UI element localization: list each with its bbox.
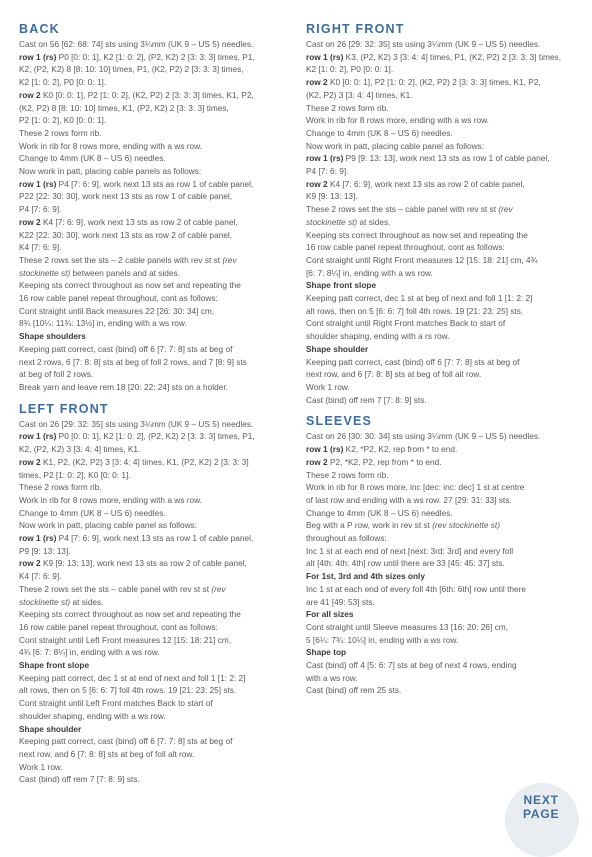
instruction-line [306,519,586,532]
subheading-text: For all sizes [306,609,354,620]
instruction-line [306,165,586,178]
section-title-left-front: LEFT FRONT [19,401,109,416]
line-text: Keeping patt correct, cast (bind) off 6 [7: 7: 8] sts at beg of [19,343,233,354]
line-text: 5 [6¼: 7¾: 10¼] in, ending with a ws row. [306,634,459,645]
instruction-line [19,76,301,89]
line-text: K1, P2, (K2, P2) 3 [3: 4: 4] times, K1, (P2, K2) 2 [3: 3: 3] [40,456,249,467]
line-text: Inc 1 st at each end of next [next: 3rd: 3rd] and every foll [306,545,514,556]
subheading-text: Shape front slope [306,280,377,291]
instruction-line [19,697,301,710]
line-text: (K2, P2) 8 [8: 10: 10] times, K1, (P2, K2) 2 [3: 3: 3] times, [19,102,229,113]
line-text: Keeping sts correct throughout as now set and repeating the [19,280,241,291]
line-italic: (rev stockinette st) [432,520,500,531]
row-label: row 1 (rs) [306,444,344,455]
row-label: row 2 [19,216,41,227]
line-text: Cast (bind) off rem 7 [7: 8: 9] sts. [306,394,427,405]
line-text: Keeping sts correct throughout as now set and repeating the [306,229,528,240]
instruction-line [19,570,301,583]
instruction-line [306,557,586,570]
line-text: P4 [7: 6: 9]. [306,166,349,177]
line-text: Cont straight until Back measures 22 [26: 30: 34] cm, [19,305,215,316]
line-text: at beg of foll 2 rows. [19,369,94,380]
line-text: are 41 [49: 53] sts. [306,596,375,607]
row-label: row 1 (rs) [19,51,57,62]
section-right-front [306,22,586,406]
instruction-line [19,557,301,570]
instruction-line [19,241,301,254]
instruction-line [306,51,586,64]
line-text: Keeping patt correct, dec 1 st at end of next and foll 1 [1: 2: 2] [19,672,246,683]
line-text: with a ws row. [306,672,358,683]
instruction-line [19,152,301,165]
line-text: Keeping patt correct, cast (bind) off 6 [7: 7: 8] sts at beg of [19,736,233,747]
line-text: These 2 rows set the sts – 2 cable panels with rev st st [19,254,223,265]
instruction-line [19,596,301,609]
subheading-text: For 1st, 3rd and 4th sizes only [306,571,425,582]
line-text: P2, *K2, P2, rep from * to end. [327,456,442,467]
instruction-line [306,102,586,115]
row-label: row 1 (rs) [19,431,57,442]
line-text: These 2 rows form rib. [19,127,102,138]
line-text: next row, and 6 [7: 8: 8] sts at beg of foll alt row. [306,369,482,380]
line-text: Beg with a P row, work in rev st st [306,520,433,531]
line-text: Work 1 row. [19,761,63,772]
instruction-line [306,203,586,216]
instruction-line [19,418,301,431]
line-text: 16 row cable panel repeat throughout, cont as follows: [19,621,218,632]
instruction-line [19,456,301,469]
instruction-line [19,381,301,394]
line-text: Keeping patt correct, dec 1 st at beg of next and foll 1 [1: 2: 2] [306,293,533,304]
line-text: Cont straight until Right Front matches Back to start of [306,318,506,329]
instruction-line [19,646,301,659]
section-left-front [19,402,301,786]
line-text: Cast (bind) off rem 25 sts. [306,685,402,696]
line-text: Work in rib for 8 rows more, ending with a ws row. [19,140,202,151]
instruction-line [306,267,586,280]
subheading [306,279,586,292]
line-text: Cast on 26 [30: 30: 34] sts using 3¼mm (UK 9 – US 5) needles. [306,431,541,442]
instruction-line [19,735,301,748]
right-column [306,22,586,697]
instruction-line [306,583,586,596]
section-sleeves [306,414,586,697]
instruction-line [306,430,586,443]
instruction-line [19,63,301,76]
instruction-line [19,672,301,685]
instruction-line [306,38,586,51]
line-text: K4 [7: 6: 9], work next 13 sts as row 2 of cable panel, [40,216,238,227]
line-text: Now work in patt, placing cable panel as follows: [19,520,198,531]
line-text: between panels and at sides. [70,267,180,278]
line-text: P9 [9: 13: 13]. [19,545,71,556]
instruction-line [19,165,301,178]
line-text: These 2 rows set the sts – cable panel with rev st st [306,204,499,215]
line-text: K4 [7: 6: 9]. [19,571,62,582]
row-label: row 1 (rs) [19,178,57,189]
line-text: Work in rib for 8 rows more, ending with a ws row. [306,115,489,126]
instruction-line [19,761,301,774]
line-text: Change to 4mm (UK 8 – US 6) needles. [19,153,166,164]
next-page-line1: NEXT [523,793,559,807]
line-text: Cont straight until Left Front measures 12 [15: 18: 21] cm, [19,634,232,645]
instruction-line [306,443,586,456]
line-text: K4 [7: 6: 9], work next 13 sts as row 2 of cable panel, [327,178,525,189]
line-text: K2, (P2, K2) 3 [3: 4: 4] times, K1. [19,444,141,455]
instruction-line [19,203,301,216]
section-title-sleeves: SLEEVES [306,414,373,429]
instruction-line [19,443,301,456]
line-text: These 2 rows form rib. [306,469,389,480]
section-title-right-front: RIGHT FRONT [306,22,405,36]
line-italic: stockinette st) [306,216,358,227]
line-text: Inc 1 st at each end of every foll 4th [6th: 6th] row until there [306,583,526,594]
instruction-line [306,494,586,507]
line-text: P4 [7: 6: 9]. [19,204,62,215]
section-body [19,418,301,786]
instruction-line [306,394,586,407]
line-text: K2 [1: 0: 2], P0 [0: 0: 1]. [19,77,107,88]
line-text: Keeping patt correct, cast (bind) off 6 [7: 7: 8] sts at beg of [306,356,520,367]
line-text: at sides. [70,596,104,607]
instruction-line [19,507,301,520]
instruction-line [306,621,586,634]
instruction-line [306,469,586,482]
instruction-line [306,317,586,330]
line-text: Change to 4mm (UK 8 – US 6) needles. [306,507,453,518]
line-text: of last row and ending with a ws row. 27 [29: 31: 33] sts. [306,494,512,505]
instruction-line [19,38,301,51]
instruction-line [19,356,301,369]
instruction-line [306,456,586,469]
line-text: These 2 rows form rib. [306,102,389,113]
row-label: row 1 (rs) [306,51,344,62]
instruction-line [19,748,301,761]
instruction-line [306,545,586,558]
instruction-line [306,76,586,89]
instruction-line [306,634,586,647]
line-text: alt rows, then on 5 [6: 6: 7] foll 4th rows. 19 [21: 23: 25] sts. [19,685,237,696]
instruction-line [19,229,301,242]
instruction-line [19,368,301,381]
line-text: Cast on 26 [29: 32: 35] sts using 3¼mm (UK 9 – US 5) needles. [306,39,541,49]
instruction-line [19,519,301,532]
line-text: 4¾ [6: 7: 8¼] in, ending with a ws row. [19,647,160,658]
line-text: Now work in patt, placing cable panels as follows: [19,166,202,177]
instruction-line [306,507,586,520]
line-text: alt rows, then on 5 [6: 6: 7] foll 4th rows. 19 [21: 23: 25] sts. [306,305,524,316]
instruction-line [306,356,586,369]
subheading-text: Shape shoulder [19,723,82,734]
instruction-line [306,89,586,102]
instruction-line [306,63,586,76]
instruction-line [306,381,586,394]
instruction-line [306,254,586,267]
instruction-line [306,368,586,381]
line-italic: (rev [211,583,226,594]
line-text: Now work in patt, placing cable panel as follows: [306,140,485,151]
next-page-link[interactable] [523,793,559,821]
line-text: times, P2 [1: 0: 2], K0 [0: 0: 1]. [19,469,131,480]
line-text: throughout as follows: [306,533,387,544]
instruction-line [19,621,301,634]
line-text: K2 [1: 0: 2], P0 [0: 0: 1]. [306,64,394,75]
instruction-line [19,608,301,621]
line-text: K3, (P2, K2) 3 [3: 4: 4] times, P1, (K2, P2) 2 [3: 3: 3] times, [343,51,562,62]
instruction-line [306,127,586,140]
instruction-line [19,532,301,545]
line-text: K4 [7: 6: 9]. [19,242,62,253]
section-body [306,430,586,697]
line-text: P0 [0: 0: 1], K2 [1: 0: 2], (P2, K2) 2 [3: 3: 3] times, P1, [56,51,255,62]
line-text: 16 row cable panel repeat throughout, cont as follows: [306,242,505,253]
line-text: next 2 rows, 6 [7: 8: 8] sts at beg of foll 2 rows, and 7 [8: 9] sts [19,356,247,367]
subheading [306,570,586,583]
instruction-line [306,672,586,685]
line-text: Work in rib for 8 rows more, ending with a ws row. [19,494,202,505]
line-text: [6: 7: 8¼] in, ending with a ws row. [306,267,433,278]
instruction-line [19,216,301,229]
subheading [19,659,301,672]
row-label: row 2 [19,456,41,467]
row-label: row 2 [19,89,41,100]
line-text: Cont straight until Sleeve measures 13 [16: 20: 26] cm, [306,621,508,632]
instruction-line [19,684,301,697]
line-text: at sides. [357,216,391,227]
instruction-line [306,152,586,165]
instruction-line [19,773,301,786]
line-text: P4 [7: 6: 9], work next 13 sts as row 1 of cable panel, [56,178,254,189]
line-text: Cast (bind) off 4 [5: 6: 7] sts at beg of next 4 rows, ending [306,660,517,671]
instruction-line [306,178,586,191]
subheading [306,343,586,356]
line-text: These 2 rows set the sts – cable panel with rev st st [19,583,212,594]
section-title-back: BACK [19,22,60,36]
line-text: P22 [22: 30: 30], work next 13 sts as row 1 of cable panel, [19,191,233,202]
line-text: Cast on 26 [29: 32: 35] sts using 3¼mm (UK 9 – US 5) needles. [19,418,254,429]
line-text: Change to 4mm (UK 8 – US 6) needles. [306,127,453,138]
line-text: K2, (P2, K2) 8 [8: 10: 10] times, P1, (K2, P2) 2 [3: 3: 3] times, [19,64,244,75]
instruction-line [19,254,301,267]
line-text: P0 [0: 0: 1], K2 [1: 0: 2], (P2, K2) 2 [3: 3: 3] times, P1, [56,431,255,442]
instruction-line [19,343,301,356]
line-text: K9 [9: 13: 13], work next 13 sts as row 2 of cable panel, [40,558,247,569]
line-text: alt [4th: 4th: 4th] row until there are 33 [45: 45: 37] sts. [306,558,505,569]
instruction-line [306,190,586,203]
instruction-line [306,140,586,153]
line-text: 16 row cable panel repeat throughout, cont as follows: [19,293,218,304]
subheading [19,723,301,736]
subheading-text: Shape shoulder [306,343,369,354]
subheading-text: Shape top [306,647,347,658]
instruction-line [19,634,301,647]
line-text: Cast on 56 [62: 68: 74] sts using 3¼mm (UK 9 – US 5) needles. [19,39,254,49]
subheading [19,330,301,343]
instruction-line [19,190,301,203]
row-label: row 2 [19,558,41,569]
line-text: P2 [1: 0: 2], K0 [0: 0: 1]. [19,115,107,126]
instruction-line [19,102,301,115]
instruction-line [19,114,301,127]
row-label: row 2 [306,178,328,189]
instruction-line [19,469,301,482]
line-text: K9 [9: 13: 13]. [306,191,358,202]
subheading [306,608,586,621]
instruction-line [306,216,586,229]
line-text: 8¾ [10¼: 11¾: 13½] in, ending with a ws row. [19,318,187,329]
instruction-line [306,532,586,545]
section-body [306,38,586,406]
instruction-line [306,684,586,697]
instruction-line [306,596,586,609]
instruction-line [306,241,586,254]
instruction-line [19,545,301,558]
section-back [19,22,301,394]
instruction-line [306,292,586,305]
instruction-line [19,583,301,596]
row-label: row 2 [306,456,328,467]
instruction-line [19,127,301,140]
row-label: row 1 (rs) [306,153,344,164]
line-text: Cont straight until Right Front measures 12 [15: 18: 21] cm, 4¾ [306,254,538,265]
line-text: K2, *P2, K2, rep from * to end. [343,444,458,455]
next-page-line2: PAGE [523,807,560,821]
instruction-line [306,659,586,672]
instruction-line [306,114,586,127]
instruction-line [19,89,301,102]
instruction-line [19,317,301,330]
line-italic: stockinette st) [19,267,71,278]
line-text: next row, and 6 [7: 8: 8] sts at beg of foll alt row. [19,748,195,759]
instruction-line [19,140,301,153]
subheading-text: Shape shoulders [19,331,86,342]
subheading-text: Shape front slope [19,660,90,671]
line-text: Work in rib for 8 rows more, inc [dec: inc: dec] 1 st at centre [306,482,525,493]
instruction-line [19,494,301,507]
line-text: (K2, P2) 3 [3: 4: 4] times, K1. [306,89,413,100]
instruction-line [19,267,301,280]
instruction-line [306,481,586,494]
line-text: P9 [9: 13: 13], work next 13 sts as row 1 of cable panel, [343,153,550,164]
instruction-line [306,330,586,343]
line-text: Cast (bind) off rem 7 [7: 8: 9] sts. [19,774,140,785]
line-text: Break yarn and leave rem 18 [20: 22: 24] sts on a holder. [19,381,228,392]
instruction-line [19,292,301,305]
line-text: K22 [22: 30: 30], work next 13 sts as row 2 of cable panel, [19,229,233,240]
instruction-line [306,305,586,318]
instruction-line [19,178,301,191]
instruction-line [19,430,301,443]
line-text: Cont straight until Left Front matches Back to start of [19,698,213,709]
line-text: shoulder shaping, ending with a ws row. [19,710,166,721]
subheading [306,646,586,659]
section-body [19,38,301,394]
instruction-line [306,229,586,242]
instruction-line [19,710,301,723]
instruction-line [19,481,301,494]
line-italic: stockinette st) [19,596,71,607]
line-italic: (rev [222,254,237,265]
line-text: Change to 4mm (UK 8 – US 6) needles. [19,507,166,518]
line-text: K0 [0: 0: 1], P2 [1: 0: 2], (K2, P2) 2 [3: 3: 3] times, K1, P2, [40,89,254,100]
row-label: row 1 (rs) [19,533,57,544]
line-text: shoulder shaping, ending with a rs row. [306,331,450,342]
line-text: Keeping sts correct throughout as now set and repeating the [19,609,241,620]
left-column [19,22,301,786]
row-label: row 2 [306,77,328,88]
instruction-line [19,305,301,318]
line-text: K0 [0: 0: 1], P2 [1: 0: 2], (K2, P2) 2 [3: 3: 3] times, K1, P2, [327,77,541,88]
line-italic: (rev [498,204,513,215]
instruction-line [19,51,301,64]
line-text: These 2 rows form rib. [19,482,102,493]
line-text: Work 1 row. [306,381,350,392]
line-text: P4 [7: 6: 9], work next 13 sts as row 1 of cable panel, [56,533,254,544]
instruction-line [19,279,301,292]
